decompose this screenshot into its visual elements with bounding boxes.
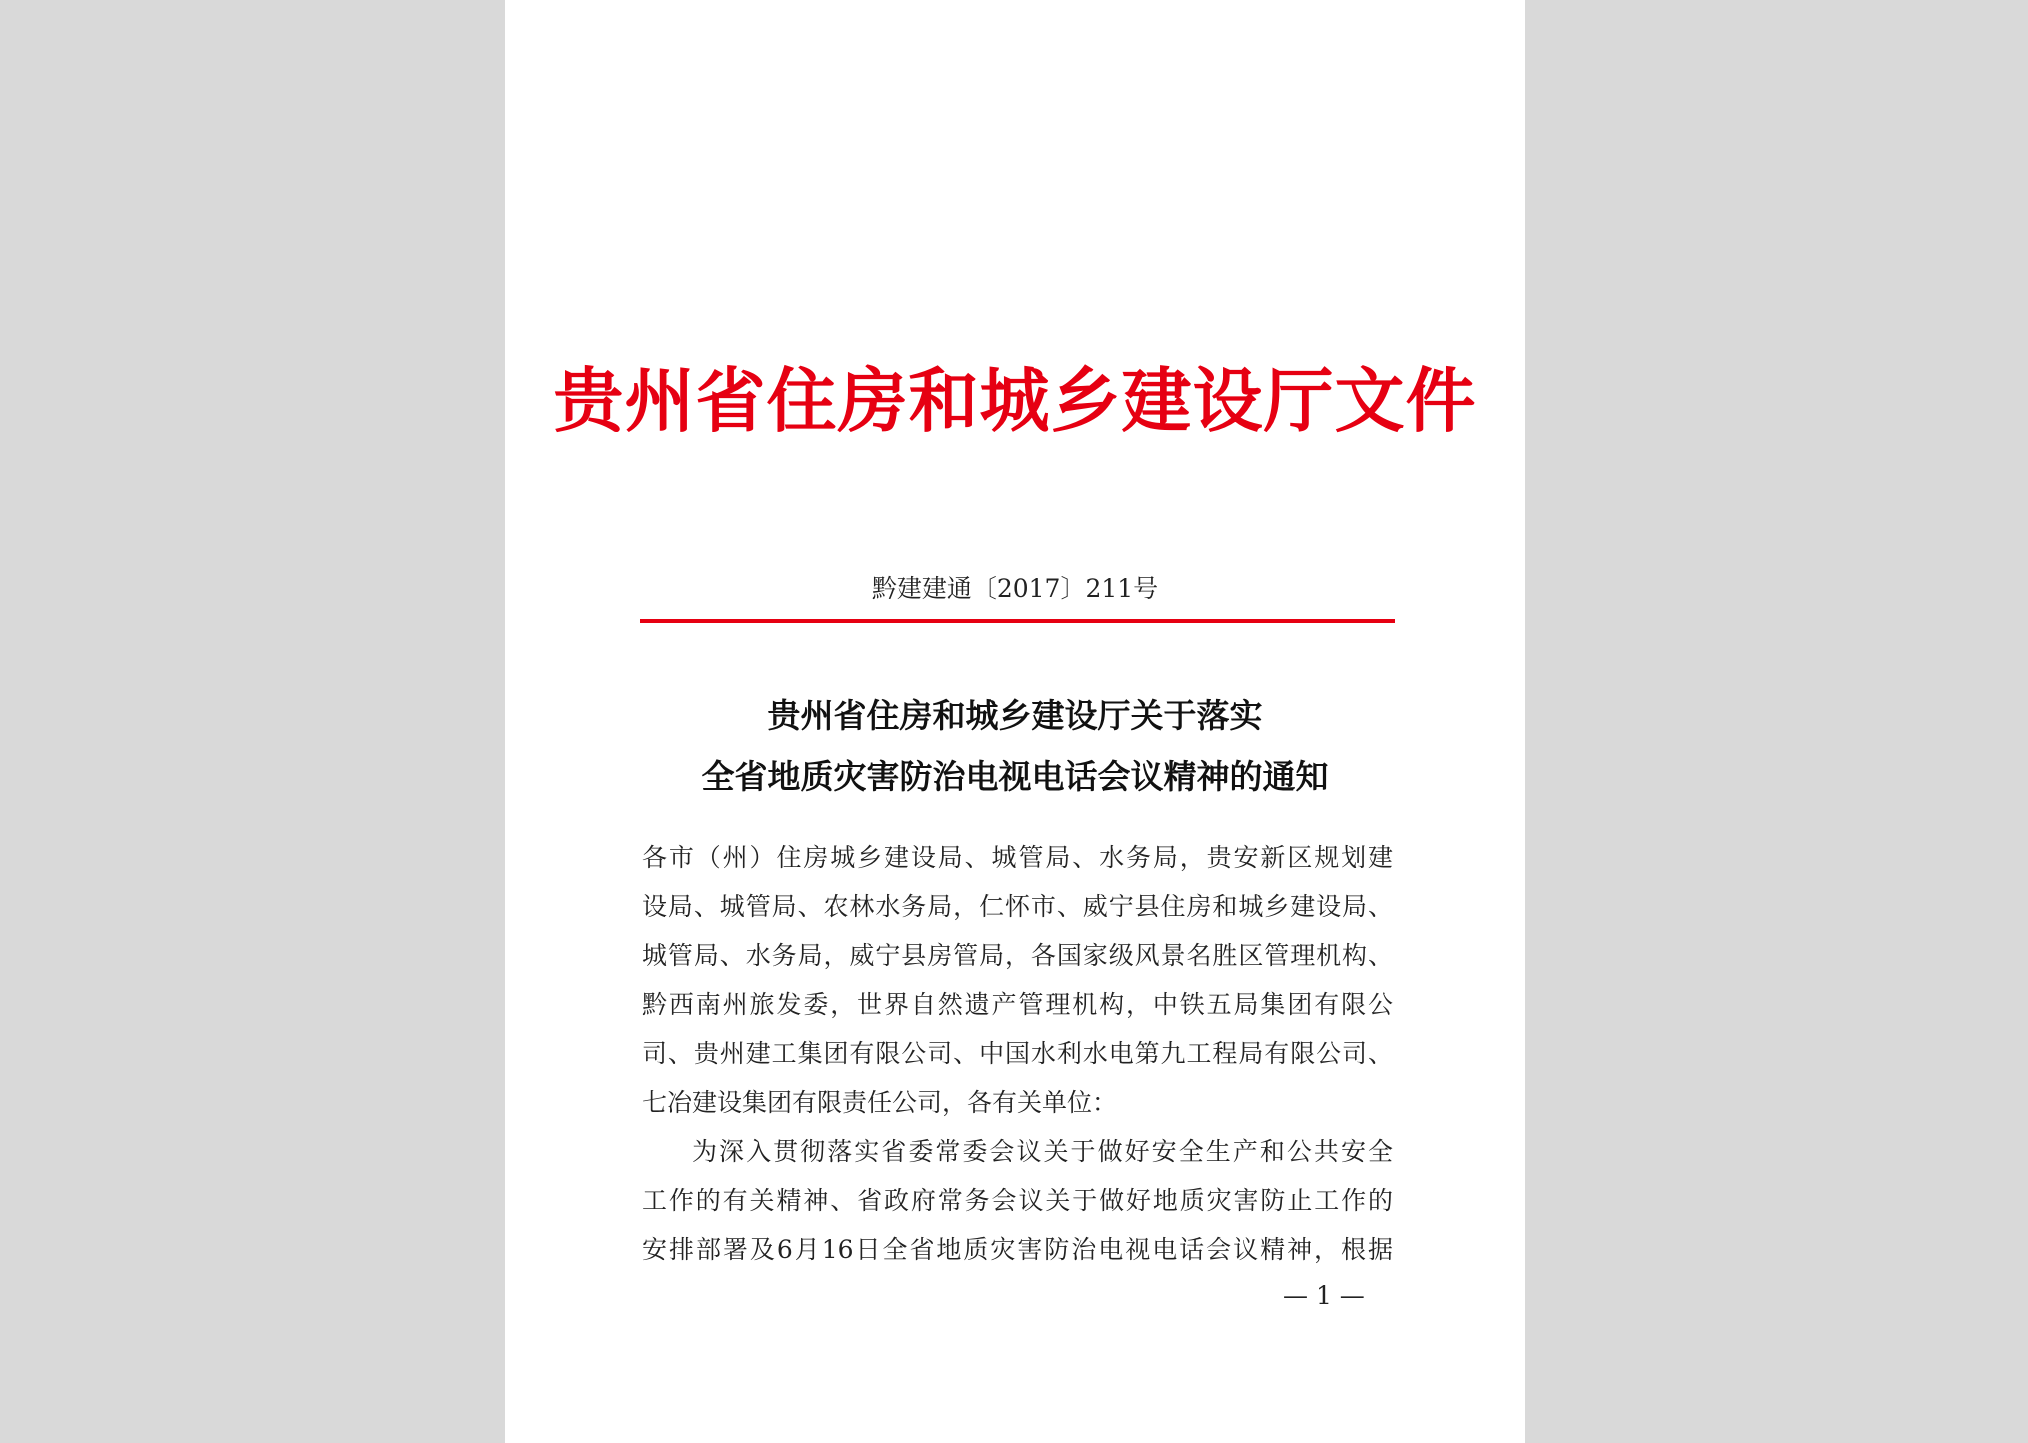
red-divider-line	[640, 619, 1395, 623]
body-text-line: 安排部署及6月16日全省地质灾害防治电视电话会议精神，根据	[642, 1235, 1393, 1264]
page-number: — 1 —	[1283, 1281, 1365, 1310]
notice-title-line-2: 全省地质灾害防治电视电话会议精神的通知	[701, 757, 1329, 796]
body-text-line: 司、贵州建工集团有限公司、中国水利水电第九工程局有限公司、	[642, 1039, 1393, 1068]
body-text-line: 设局、城管局、农林水务局，仁怀市、威宁县住房和城乡建设局、	[642, 892, 1393, 921]
body-text-line: 各市（州）住房城乡建设局、城管局、水务局，贵安新区规划建	[642, 843, 1393, 872]
body-text-line: 黔西南州旅发委，世界自然遗产管理机构，中铁五局集团有限公	[642, 990, 1393, 1019]
agency-title: 贵州省住房和城乡建设厅文件	[553, 359, 1477, 442]
body-text-line: 工作的有关精神、省政府常务会议关于做好地质灾害防止工作的	[642, 1186, 1393, 1215]
body-text-line: 为深入贯彻落实省委常委会议关于做好安全生产和公共安全	[692, 1137, 1393, 1166]
notice-title-line-1: 贵州省住房和城乡建设厅关于落实	[767, 696, 1263, 735]
document-number: 黔建建通〔2017〕211号	[871, 574, 1159, 603]
document-page	[505, 0, 1525, 1443]
body-text-line: 城管局、水务局，威宁县房管局，各国家级风景名胜区管理机构、	[642, 941, 1393, 970]
body-text-line: 七冶建设集团有限责任公司，各有关单位：	[642, 1088, 1118, 1117]
